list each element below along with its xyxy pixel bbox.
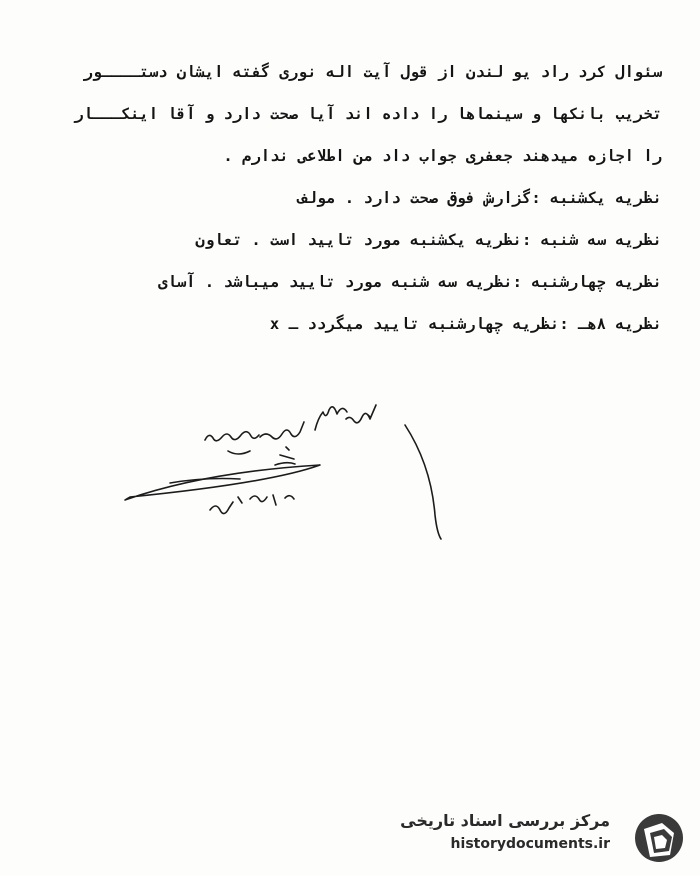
footer-title: مرکز بررسی اسناد تاریخی [400, 811, 610, 830]
report-line-6: نظریه چهارشنبه :نظریه سه شنبه مورد تایید میباشد . آسای [158, 273, 662, 291]
handwritten-signature-icon [110, 385, 460, 555]
report-line-7: نظریه ۸هـ :نظریه چهارشنبه تایید میگردد ـ x [269, 315, 662, 333]
report-line-5: نظریه سه شنبه :نظریه یکشنبه مورد تایید است . تعاون [195, 231, 662, 249]
archive-footer [400, 809, 690, 867]
report-line-3: را اجازه میدهند جعفری جواب داد من اطلاعی ندارم . [223, 147, 662, 165]
document-center-logo-icon [630, 811, 688, 865]
report-line-4: نظریه یکشنبه :گزارش فوق صحت دارد . مولف [298, 189, 662, 207]
footer-text-block [400, 809, 610, 855]
typed-report-body [40, 58, 662, 352]
report-line-1: سئوال کرد راد یو لندن از قول آیت اله نوری گفته ایشان دستــــور [83, 63, 662, 81]
report-line-2: تخریب بانکها و سینماها را داده اند آیا صحت دارد و آقا اینکـــار [74, 105, 662, 123]
footer-url: historydocuments.ir [450, 836, 610, 852]
